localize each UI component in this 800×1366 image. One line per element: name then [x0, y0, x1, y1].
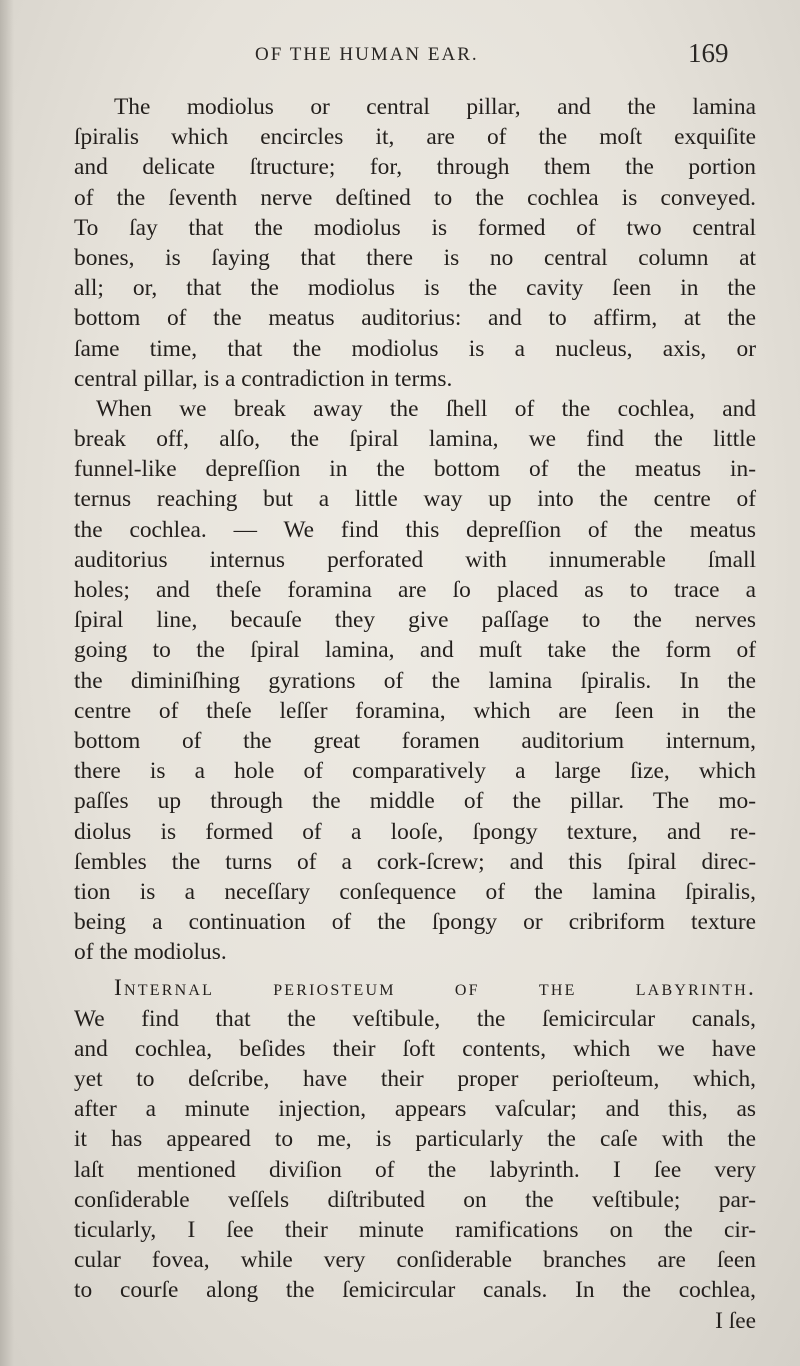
text-line: holes; and theſe foramina are ſo placed as to trace a [74, 577, 756, 603]
text-line: We find that the veſtibule, the ſemicircular canals, [74, 1005, 756, 1032]
text-line: funnel-like depreſſion in the bottom of the meatus in- [74, 456, 756, 483]
section-heading: Internal periosteum of the labyrinth. [114, 975, 756, 1002]
text-line: ſpiral line, becauſe they give paſſage to the nerves [74, 607, 756, 634]
text-line: there is a hole of comparatively a large ſize, which [74, 758, 756, 785]
page-number: 169 [688, 38, 729, 68]
text-line: bottom of the great foramen auditorium internum, [74, 727, 756, 754]
paragraph-periosteum [74, 1004, 756, 1306]
catchword: I ſee [715, 1307, 756, 1334]
text-line: it has appeared to me, is particularly the caſe with the [74, 1126, 756, 1153]
text-line: break off, alſo, the ſpiral lamina, we find the little [74, 426, 756, 453]
text-line: of the ſeventh nerve deſtined to the cochlea is conveyed. [74, 184, 756, 211]
text-line: ticularly, I ſee their minute ramifications on the cir- [74, 1216, 756, 1243]
text-line: paſſes up through the middle of the pillar. The mo- [74, 788, 756, 815]
text-line: The modiolus or central pillar, and the lamina [114, 94, 756, 120]
text-line: When we break away the ſhell of the cochlea, and [96, 395, 756, 422]
text-line: auditorius internus perforated with innumerable ſmall [74, 546, 756, 573]
text-line: the diminiſhing gyrations of the lamina ſpiralis. In the [74, 667, 756, 694]
text-line: ſpiralis which encircles it, are of the moſt exquiſite [74, 124, 756, 151]
text-line: the cochlea. — We find this depreſſion of the meatus [74, 516, 756, 543]
text-line: laſt mentioned diviſion of the labyrinth. I ſee very [74, 1156, 756, 1183]
text-line: being a continuation of the ſpongy or cribriform texture [74, 909, 756, 936]
text-line: centre of theſe leſſer foramina, which are ſeen in the [74, 697, 756, 724]
text-line: going to the ſpiral lamina, and muſt take the form of [74, 637, 756, 664]
paragraph-cochlea-shell [74, 394, 756, 968]
text-line: and cochlea, beſides their ſoft contents, which we have [74, 1035, 756, 1062]
paragraph-modiolus [74, 92, 756, 394]
text-line: bottom of the meatus auditorius: and to affirm, at the [74, 305, 756, 332]
body-text [74, 92, 756, 1336]
text-line: bones, is ſaying that there is no central column at [74, 244, 756, 271]
text-line: To ſay that the modiolus is formed of two central [74, 214, 756, 241]
text-line: diolus is formed of a looſe, ſpongy texture, and re- [74, 818, 756, 845]
text-line: yet to deſcribe, have their proper perioſteum, which, [74, 1066, 756, 1092]
text-line: and delicate ſtructure; for, through them the portion [74, 154, 756, 181]
text-line: of the modiolus. [74, 939, 227, 966]
text-line: cular fovea, while very conſiderable branches are ſeen [74, 1247, 756, 1274]
text-line: all; or, that the modiolus is the cavity ſeen in the [74, 275, 756, 302]
text-line: tion is a neceſſary conſequence of the lamina ſpiralis, [74, 878, 756, 905]
text-line: central pillar, is a contradiction in terms. [74, 365, 453, 392]
text-line: conſiderable veſſels diſtributed on the veſtibule; par- [74, 1186, 756, 1213]
text-line: after a minute injection, appears vaſcular; and this, as [74, 1096, 756, 1123]
text-line: ſembles the turns of a cork-ſcrew; and this ſpiral direc- [74, 848, 756, 875]
text-line: to courſe along the ſemicircular canals. In the cochlea, [74, 1277, 756, 1304]
text-line: ternus reaching but a little way up into the centre of [74, 486, 756, 513]
text-line: ſame time, that the modiolus is a nucleus, axis, or [74, 335, 756, 362]
running-head: OF THE HUMAN EAR. [255, 44, 479, 65]
gutter-shadow [0, 0, 14, 1366]
